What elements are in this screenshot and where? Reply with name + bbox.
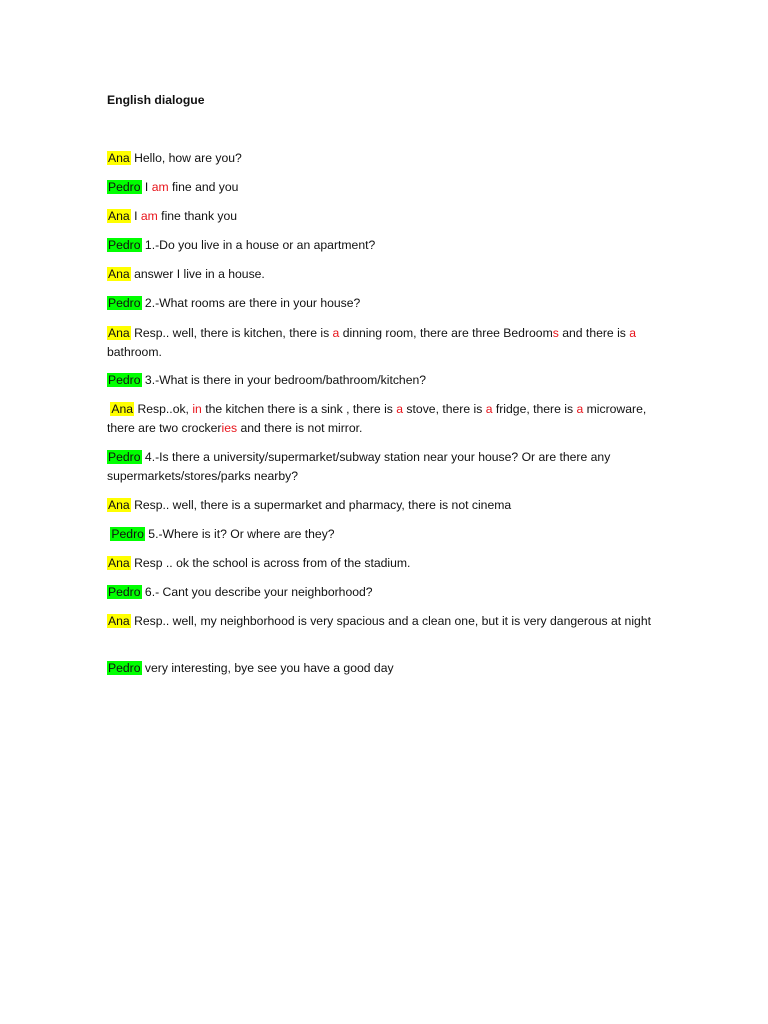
line-text: Resp.. well, there is a supermarket and pharmacy, there is not cinema xyxy=(130,498,512,512)
speaker-label-pedro: Pedro xyxy=(111,527,144,541)
speaker-label-pedro: Pedro xyxy=(108,585,141,599)
line-text: 4.-Is there a university/supermarket/subway station near your house? Or are there any supermarkets/stores/parks nearby? xyxy=(107,450,611,483)
line-text: Resp..ok, xyxy=(134,402,193,416)
dialogue-line xyxy=(107,294,677,313)
emphasis-text: s xyxy=(552,326,559,340)
line-text: bathroom. xyxy=(107,345,162,359)
dialogue-line xyxy=(107,207,677,226)
line-text: and there is xyxy=(558,326,630,340)
speaker-label-pedro: Pedro xyxy=(108,238,141,252)
line-text: microware, there are two crocker xyxy=(107,402,647,435)
dialogue-line xyxy=(107,371,677,390)
dialogue-line xyxy=(107,236,677,255)
dialogue-line xyxy=(107,178,677,197)
line-text: Resp.. well, my neighborhood is very spacious and a clean one, but it is very dangerous at night xyxy=(130,614,651,628)
line-text: Resp.. well, there is kitchen, there is xyxy=(130,326,333,340)
line-text: very interesting, bye see you have a good day xyxy=(141,661,394,675)
speaker-label-ana: Ana xyxy=(108,614,130,628)
speaker-label-ana: Ana xyxy=(108,209,130,223)
line-text: dinning room, there are three Bedroom xyxy=(339,326,553,340)
line-text: 3.-What is there in your bedroom/bathroom/kitchen? xyxy=(141,373,427,387)
speaker-label-ana: Ana xyxy=(108,498,130,512)
line-text: fridge, there is xyxy=(492,402,577,416)
document-title: English dialogue xyxy=(107,93,205,107)
line-text: 1.-Do you live in a house or an apartment? xyxy=(141,238,376,252)
speaker-label-pedro: Pedro xyxy=(108,450,141,464)
line-text: Resp .. ok the school is across from of the stadium. xyxy=(130,556,411,570)
dialogue-line xyxy=(107,400,677,438)
dialogue-line xyxy=(107,265,677,284)
speaker-label-pedro: Pedro xyxy=(108,661,141,675)
speaker-label-pedro: Pedro xyxy=(108,180,141,194)
line-text: stove, there is xyxy=(403,402,486,416)
speaker-label-ana: Ana xyxy=(108,556,130,570)
speaker-label-ana: Ana xyxy=(108,326,130,340)
line-text: fine thank you xyxy=(157,209,238,223)
dialogue-line xyxy=(107,324,677,362)
dialogue-line xyxy=(107,149,677,168)
dialogue-line xyxy=(107,448,677,486)
emphasis-text: am xyxy=(140,209,158,223)
line-text: I xyxy=(130,209,141,223)
speaker-label-ana: Ana xyxy=(108,151,130,165)
emphasis-text: ies xyxy=(221,421,238,435)
line-text: answer I live in a house. xyxy=(130,267,265,281)
speaker-label-pedro: Pedro xyxy=(108,373,141,387)
dialogue-line xyxy=(107,659,677,678)
emphasis-text: a xyxy=(576,402,584,416)
line-text: the kitchen there is a sink , there is xyxy=(201,402,397,416)
dialogue-line xyxy=(107,612,677,631)
dialogue-line xyxy=(107,525,677,544)
line-text: 6.- Cant you describe your neighborhood? xyxy=(141,585,373,599)
emphasis-text: am xyxy=(151,180,169,194)
speaker-label-ana: Ana xyxy=(108,267,130,281)
dialogue-line xyxy=(107,554,677,573)
line-text: fine and you xyxy=(168,180,239,194)
emphasis-text: a xyxy=(629,326,637,340)
emphasis-text: a xyxy=(485,402,493,416)
line-text: 2.-What rooms are there in your house? xyxy=(141,296,361,310)
dialogue-line xyxy=(107,583,677,602)
line-text: Hello, how are you? xyxy=(130,151,242,165)
speaker-label-ana: Ana xyxy=(111,402,134,416)
line-text: 5.-Where is it? Or where are they? xyxy=(144,527,335,541)
emphasis-text: a xyxy=(332,326,340,340)
emphasis-text: in xyxy=(192,402,202,416)
dialogue-line xyxy=(107,496,677,515)
line-text: I xyxy=(141,180,152,194)
speaker-label-pedro: Pedro xyxy=(108,296,141,310)
emphasis-text: a xyxy=(396,402,404,416)
line-text: and there is not mirror. xyxy=(237,421,363,435)
